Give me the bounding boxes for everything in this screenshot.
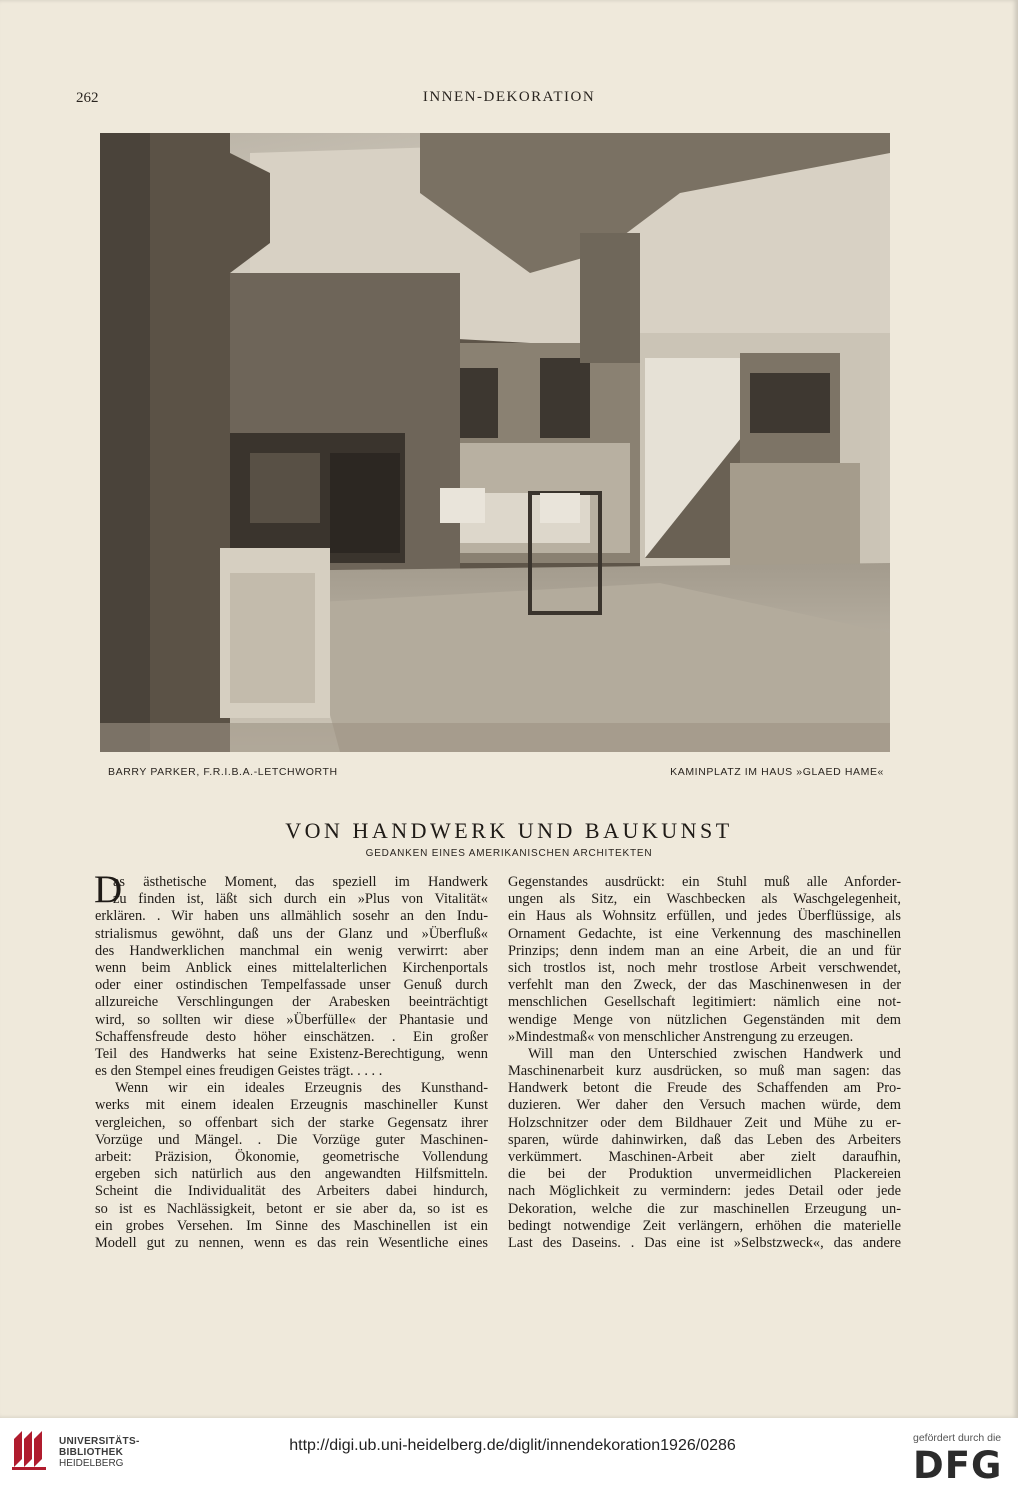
text-line: duzieren. Wer daher den Versuch machen würde, dem xyxy=(508,1097,901,1114)
article-column-left xyxy=(94,868,488,1252)
text-line: ein Haus als Wohnsitz erfüllen, und jedes Überflüssige, als xyxy=(508,908,901,925)
article-subtitle: GEDANKEN EINES AMERIKANISCHEN ARCHITEKTEN xyxy=(365,848,653,859)
text-line: Maschinenarbeit kurz ausdrücken, so muß man sagen: das xyxy=(508,1063,901,1080)
text-line: ergeben sich natürlich aus den angewandten Hilfsmitteln. xyxy=(95,1166,488,1183)
text-line: es den Stempel eines freudigen Geistes trägt. . . . . xyxy=(95,1063,383,1080)
text-line: des Handwerklichen manchmal ein wenig verwirrt: aber xyxy=(95,942,488,959)
photo-title-caption: KAMINPLATZ IM HAUS »GLAED HAME« xyxy=(670,766,884,778)
viewer-footer xyxy=(0,1418,1025,1492)
text-line: bedingt notwendige Zeit verlängern, erhöhen die materielle xyxy=(508,1217,901,1234)
text-line: Schaffensfreude desto höher einschätzen. . Ein großer xyxy=(95,1028,488,1045)
library-line-1: UNIVERSITÄTS- xyxy=(59,1436,140,1447)
library-line-2: BIBLIOTHEK xyxy=(59,1447,124,1458)
text-line: as ästhetische Moment, das speziell im Handwerk xyxy=(113,874,488,890)
library-line-3: HEIDELBERG xyxy=(59,1458,124,1469)
text-line: so ist es Nachlässigkeit, betont er sie aber da, so ist es xyxy=(95,1200,488,1217)
text-line: Holzschnitzer oder dem Bildhauer Zeit und Mühe zu er- xyxy=(508,1114,901,1131)
text-line: verkümmert. Maschinen-Arbeit aber zielt daraufhin, xyxy=(508,1149,901,1165)
article-column-right xyxy=(508,874,901,1252)
text-line: Scheint die Individualität des Arbeiters dabei hindurch, xyxy=(95,1183,488,1200)
text-line: Handwerk betont die Freude des Schaffenden am Pro- xyxy=(508,1080,901,1097)
text-line: menschlichen Gesellschaft legitimiert: nämlich eine not- xyxy=(508,994,901,1011)
article-title: VON HANDWERK UND BAUKUNST xyxy=(285,818,733,843)
page-number: 262 xyxy=(76,90,99,106)
text-line: zu finden ist, läßt sich durch ein »Plus von Vitalität« xyxy=(113,891,488,908)
text-line: allzureiche Verschlingungen der Arabesken beeinträchtigt xyxy=(95,994,488,1011)
text-line: verfehlt man den Zweck, der das Maschinenwesen in der xyxy=(508,977,901,994)
source-url-link[interactable]: http://digi.ub.uni-heidelberg.de/diglit/innendekoration1926/0286 xyxy=(289,1437,736,1454)
text-line: wenn beim Anblick eines mittelalterlichen Kirchenportals xyxy=(95,959,488,976)
text-line: Will man den Unterschied zwischen Handwerk und xyxy=(528,1045,901,1062)
drop-cap: D xyxy=(94,868,123,911)
text-line: wird, so sollten wir diese »Überfülle« der Phantasie und xyxy=(95,1011,488,1028)
photo-credit-caption: BARRY PARKER, F.R.I.B.A.-LETCHWORTH xyxy=(108,766,338,778)
dfg-logo: DFG xyxy=(913,1444,1003,1487)
text-line: nach Möglichkeit zu vermindern: jedes Detail oder jede xyxy=(508,1183,901,1200)
text-line: Teil des Handwerks hat seine Existenz-Berechtigung, wenn xyxy=(95,1045,488,1062)
text-line: Vorzüge und Mängel. . Die Vorzüge guter Maschinen- xyxy=(95,1131,488,1148)
interior-photograph xyxy=(100,133,890,752)
text-line: »Mindestmaß« von menschlicher Anstrengung zu erzeugen. xyxy=(508,1028,854,1045)
text-line: vergleichen, so offenbart sich der starke Gegensatz ihrer xyxy=(95,1114,488,1131)
text-line: oder einer ostindischen Tempelfassade unser Genuß durch xyxy=(95,977,488,994)
text-line: werks mit einem idealen Erzeugnis maschineller Kunst xyxy=(95,1097,488,1114)
text-line: strialismus gewöhnt, daß uns der Glanz und »Überfluß« xyxy=(95,925,488,942)
text-line: Ornament Gedachte, ist eine Verkennung des maschinellen xyxy=(508,925,901,942)
text-line: sparen, würde dahinwirken, daß das Leben des Arbeiters xyxy=(508,1131,901,1148)
text-line: arbeit: Präzision, Ökonomie, geometrische Vollendung xyxy=(95,1149,488,1165)
text-line: Wenn wir ein ideales Erzeugnis des Kunsthand- xyxy=(115,1080,488,1097)
text-line: die bei der Produktion unvermeidlichen Plackereien xyxy=(508,1166,901,1183)
text-line: ungen als Sitz, ein Waschbecken als Waschgelegenheit, xyxy=(508,891,901,908)
text-line: Prinzips; denn indem man an eine Arbeit, die an und für xyxy=(508,942,901,959)
running-head: INNEN-DEKORATION xyxy=(422,89,596,105)
text-line: wendige Menge von nützlichen Gegenständen mit dem xyxy=(508,1011,901,1028)
text-line: Last des Daseins. . Das eine ist »Selbstzweck«, das andere xyxy=(508,1234,901,1251)
text-line: erklären. . Wir haben uns allmählich sosehr an den Indu- xyxy=(95,908,488,925)
text-line: Gegenstandes ausdrückt: ein Stuhl muß alle Anforder- xyxy=(508,874,901,890)
text-line: Dekoration, welche die zur maschinellen Erzeugung un- xyxy=(508,1200,901,1217)
text-line: sich trostlos ist, noch mehr trostlose Arbeit verschwendet, xyxy=(508,959,901,976)
text-line: ein grobes Versehen. Im Sinne des Maschinellen ist ein xyxy=(95,1217,488,1234)
funding-label: gefördert durch die xyxy=(913,1432,1002,1444)
text-line: Modell gut zu nennen, wenn es das rein Wesentliche eines xyxy=(95,1234,488,1251)
